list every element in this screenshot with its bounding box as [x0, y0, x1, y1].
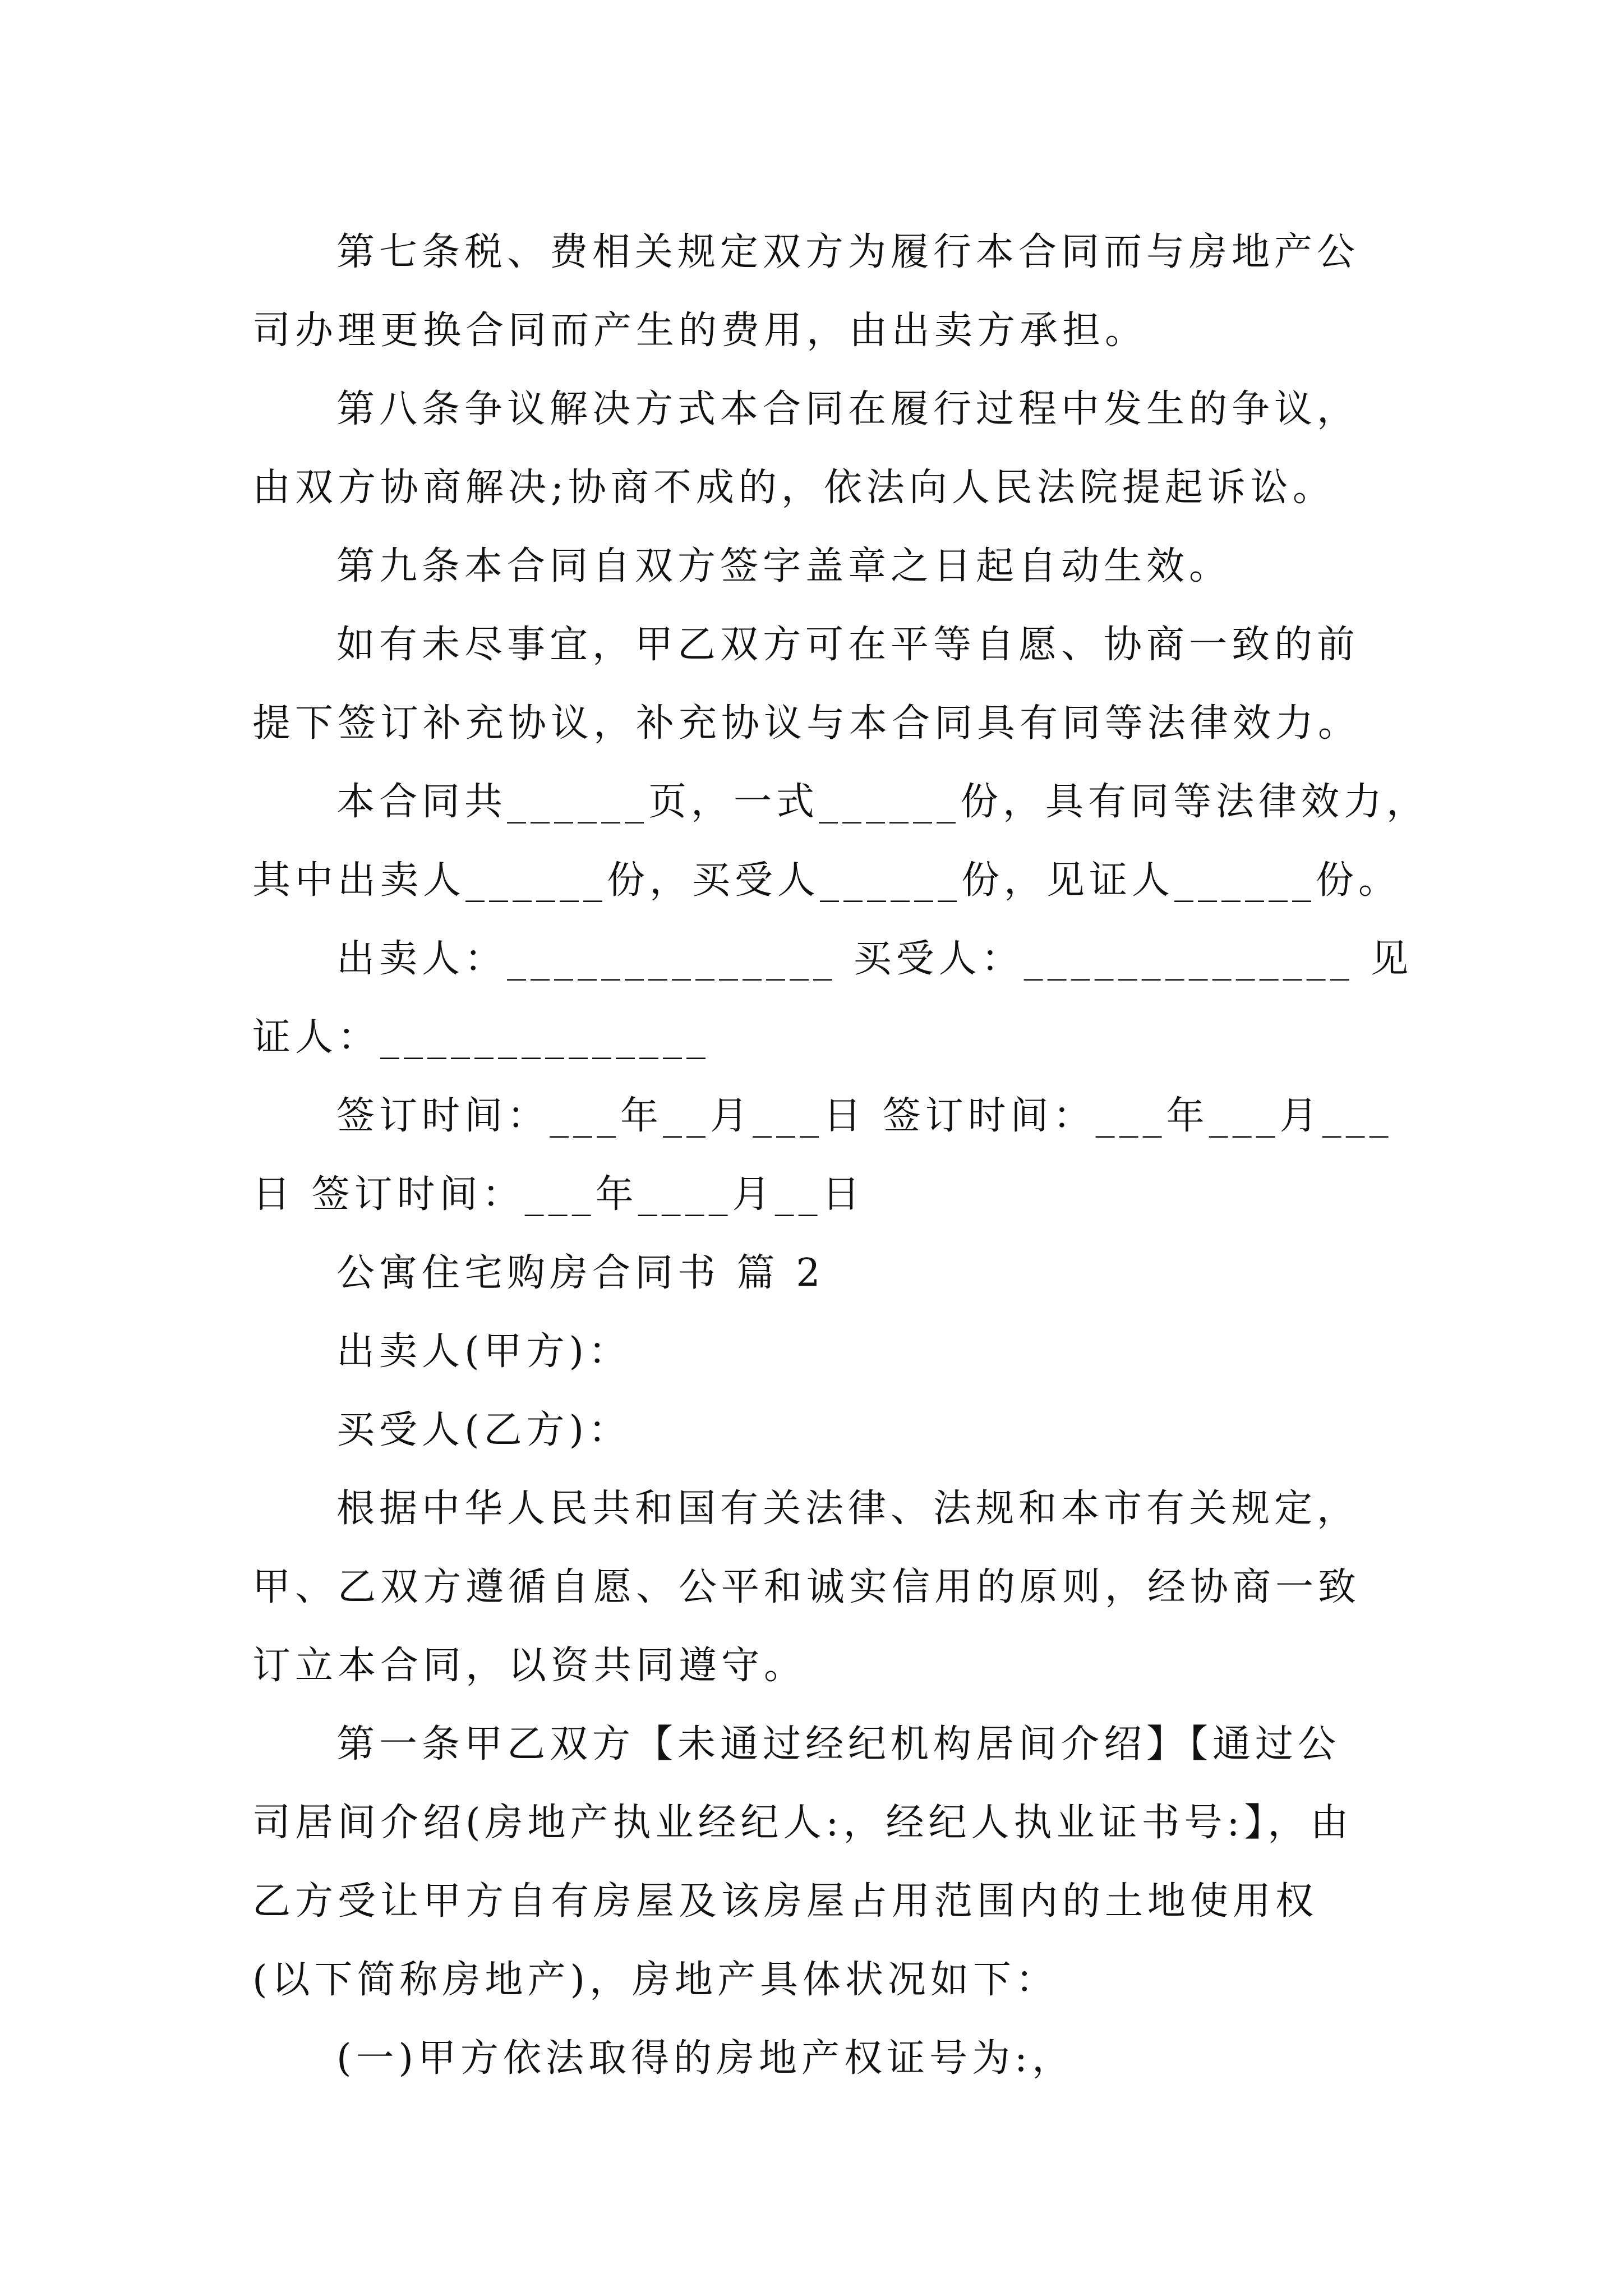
paragraph-line: 根据中华人民共和国有关法律、法规和本市有关规定，: [336, 1487, 1360, 1531]
paragraph-line: 其中出卖人______份，买受人______份，见证人______份。: [252, 858, 1401, 903]
signature-line: 证人：______________: [252, 1015, 711, 1060]
signature-line: 出卖人：______________ 买受人：______________ 见: [336, 937, 1413, 981]
party-line: 买受人(乙方)：: [336, 1408, 631, 1452]
signing-date-line: 签订时间：___年__月___日 签订时间：___年___月___: [336, 1094, 1393, 1138]
paragraph-line: 甲、乙双方遵循自愿、公平和诚实信用的原则，经协商一致: [252, 1565, 1361, 1609]
paragraph-line: 第一条甲乙双方【未通过经纪机构居间介绍】【通过公: [336, 1722, 1341, 1766]
signing-date-line: 日 签订时间：___年____月__日: [252, 1172, 865, 1217]
paragraph-line: 司居间介绍(房地产执业经纪人:，经纪人执业证书号:】，由: [252, 1801, 1353, 1845]
paragraph-line: 订立本合同，以资共同遵守。: [252, 1644, 807, 1688]
paragraph-line: 如有未尽事宜，甲乙双方可在平等自愿、协商一致的前: [336, 623, 1360, 667]
paragraph-line: 提下签订补充协议，补充协议与本合同具有同等法律效力。: [252, 701, 1361, 746]
paragraph-line: 司办理更换合同而产生的费用，由出卖方承担。: [252, 309, 1148, 353]
paragraph-line: 由双方协商解决;协商不成的，依法向人民法院提起诉讼。: [252, 466, 1335, 510]
paragraph-line: 第九条本合同自双方签字盖章之日起自动生效。: [336, 544, 1232, 588]
paragraph-line: 本合同共______页，一式______份，具有同等法律效力，: [336, 780, 1430, 824]
paragraph-line: (以下简称房地产)，房地产具体状况如下：: [252, 1958, 1059, 2002]
paragraph-line: (一)甲方依法取得的房地产权证号为:，: [336, 2036, 1075, 2081]
paragraph-line: 乙方受让甲方自有房屋及该房屋占用范围内的土地使用权: [252, 1879, 1318, 1924]
paragraph-line: 第七条税、费相关规定双方为履行本合同而与房地产公: [336, 230, 1360, 274]
section-heading: 公寓住宅购房合同书 篇 2: [336, 1251, 825, 1295]
party-line: 出卖人(甲方)：: [336, 1329, 631, 1374]
paragraph-line: 第八条争议解决方式本合同在履行过程中发生的争议，: [336, 387, 1360, 431]
document-body: [252, 213, 1430, 2098]
